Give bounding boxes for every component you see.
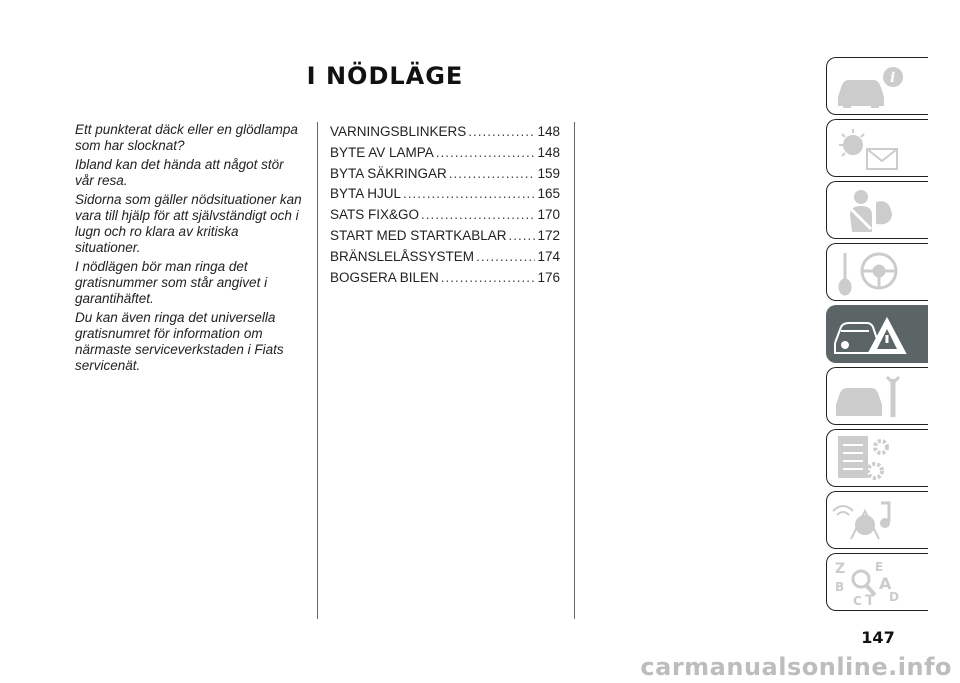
toc-leader — [403, 186, 535, 201]
tab-safety[interactable] — [826, 181, 928, 239]
svg-text:T: T — [865, 593, 875, 609]
media-navigation-icon — [831, 495, 911, 547]
car-info-icon — [831, 61, 911, 113]
svg-text:C: C — [853, 594, 862, 608]
toc-page: 159 — [537, 165, 560, 181]
toc-page: 148 — [537, 144, 560, 160]
tab-dashboard[interactable] — [826, 119, 928, 177]
watermark-footer: carmanualsonline.info — [640, 653, 952, 681]
svg-text:Z: Z — [835, 561, 846, 577]
toc-page: 172 — [537, 227, 560, 243]
toc-label: BOGSERA BILEN — [330, 269, 439, 285]
document-gear-icon — [831, 433, 911, 485]
intro-paragraph: Sidorna som gäller nödsituationer kan vara till hjälp för att självständigt och i lugn och ro klara av kritiska situationer. — [75, 192, 302, 255]
tab-technical-data[interactable] — [826, 429, 928, 487]
toc-entry[interactable] — [330, 186, 560, 207]
toc-leader — [449, 166, 536, 181]
tab-index[interactable] — [826, 553, 928, 611]
toc-label: BYTA SÄKRINGAR — [330, 165, 447, 181]
toc-entry[interactable] — [330, 270, 560, 291]
toc-entry[interactable] — [330, 207, 560, 228]
table-of-contents — [330, 124, 560, 290]
toc-entry[interactable] — [330, 249, 560, 270]
svg-text:A: A — [879, 574, 892, 593]
toc-label: BYTE AV LAMPA — [330, 144, 434, 160]
intro-paragraph: Du kan även ringa det universella gratisnumret för information om närmaste serviceverkstaden i Fiats servicenät. — [75, 310, 284, 373]
column-divider — [317, 122, 318, 619]
alphabetical-index-icon — [831, 557, 911, 609]
svg-text:B: B — [835, 580, 845, 594]
toc-page: 176 — [537, 269, 560, 285]
toc-entry[interactable] — [330, 166, 560, 187]
column-divider — [574, 122, 575, 619]
seatbelt-airbag-icon — [831, 185, 911, 237]
tab-starting-driving[interactable] — [826, 243, 928, 301]
car-emergency-warning-icon — [831, 309, 911, 361]
toc-page: 165 — [537, 186, 560, 202]
toc-leader — [476, 249, 535, 264]
toc-leader — [421, 207, 535, 222]
svg-text:i: i — [890, 70, 896, 86]
toc-leader — [441, 270, 536, 285]
toc-leader — [509, 228, 536, 243]
tab-vehicle-overview[interactable] — [826, 57, 928, 115]
tab-emergency[interactable] — [826, 305, 928, 363]
toc-page: 174 — [537, 248, 560, 264]
toc-label: BRÄNSLELÅSSYSTEM — [330, 248, 475, 264]
intro-paragraph: Ibland kan det hända att något stör vår resa. — [75, 157, 284, 188]
svg-text:E: E — [875, 560, 884, 574]
toc-entry[interactable] — [330, 228, 560, 249]
page-title: I NÖDLÄGE — [306, 62, 464, 90]
toc-label: BYTA HJUL — [330, 186, 402, 202]
key-steering-wheel-icon — [831, 247, 911, 299]
toc-entry[interactable] — [330, 124, 560, 145]
toc-page: 148 — [537, 124, 560, 139]
toc-label: START MED STARTKABLAR — [330, 227, 507, 243]
tab-multimedia[interactable] — [826, 491, 928, 549]
svg-text:D: D — [889, 590, 899, 604]
intro-text — [75, 122, 305, 377]
toc-entry[interactable] — [330, 145, 560, 166]
toc-label: VARNINGSBLINKERS — [330, 124, 467, 139]
intro-paragraph: Ett punkterat däck eller en glödlampa som har slocknat? — [75, 122, 298, 153]
intro-paragraph: I nödlägen bör man ringa det gratisnummer som står angivet i garantihäftet. — [75, 259, 268, 306]
toc-leader — [468, 124, 535, 139]
car-wrench-icon — [831, 371, 911, 423]
tab-maintenance[interactable] — [826, 367, 928, 425]
toc-leader — [436, 145, 536, 160]
page-number: 147 — [861, 628, 895, 647]
toc-label: SATS FIX&GO — [330, 207, 420, 223]
toc-page: 170 — [537, 207, 560, 223]
warning-lights-mail-icon — [831, 123, 911, 175]
